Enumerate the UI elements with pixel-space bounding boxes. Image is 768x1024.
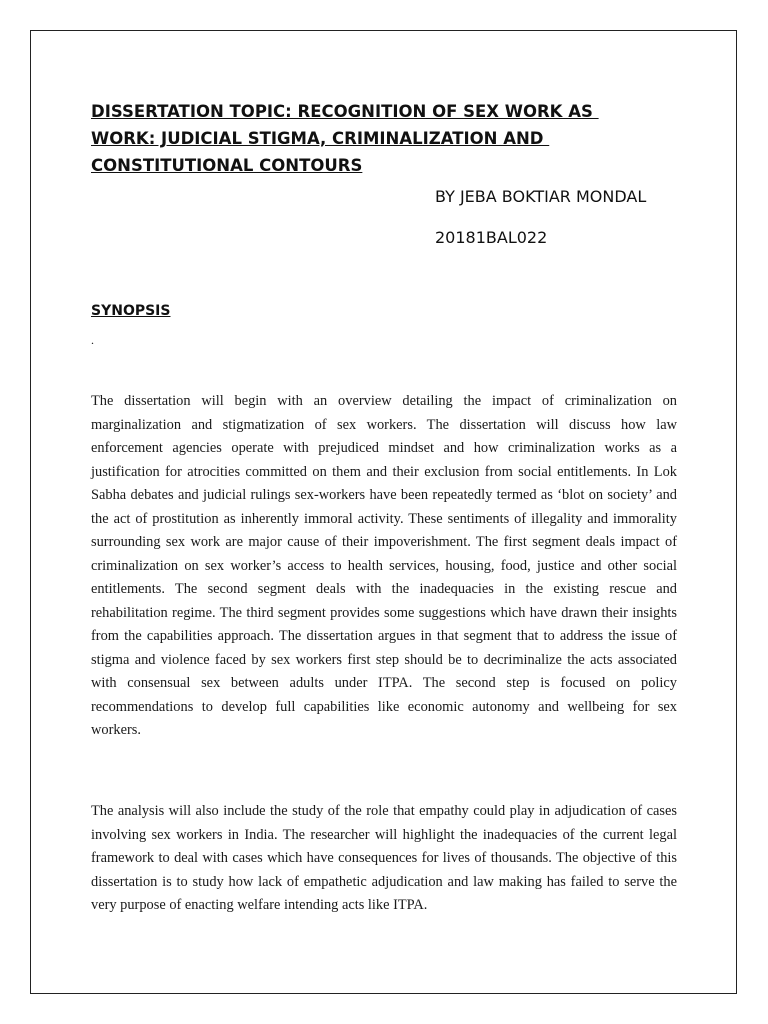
synopsis-paragraph: The dissertation will begin with an overview detailing the impact of criminalization on marginalization and stigmatization of sex workers. The dissertation will discuss how law enforcement agencies operate with prejudiced mindset and how criminalization works as a justification for atrocities committed on them and their exclusion from social entitlements. In Lok Sabha debates and judicial rulings sex-workers have been repeatedly termed as ‘blot on society’ and the act of prostitution as inherently immoral activity. These sentiments of illegality and immorality surrounding sex work are major cause of their impoverishment. The first segment deals impact of criminalization on sex worker’s access to health services, housing, food, justice and other social entitlements. The second segment deals with the inadequacies in the existing rescue and rehabilitation regime. The third segment provides some suggestions which have drawn their insights from the capabilities approach. The dissertation argues in that segment that to address the issue of stigma and violence faced by sex workers first step should be to decriminalize the acts associated with consensual sex between adults under ITPA. The second step is focused on policy recommendations to develop full capabilities like economic autonomy and wellbeing for sex workers.: [91, 393, 677, 738]
author-name: BY JEBA BOKTIAR MONDAL: [435, 187, 647, 206]
roll-number: 20181BAL022: [435, 228, 548, 247]
dissertation-title: [91, 98, 611, 179]
title-line: WORK: JUDICIAL STIGMA, CRIMINALIZATION AND: [91, 129, 550, 148]
synopsis-paragraph: The analysis will also include the study of the role that empathy could play in adjudication of cases involving sex workers in India. The researcher will highlight the inadequacies of the current legal framework to deal with cases which have consequences for lives of thousands. The objective of this dissertation is to study how lack of empathetic adjudication and law making has failed to serve the very purpose of enacting welfare intending acts like ITPA.: [91, 803, 677, 913]
title-line: CONSTITUTIONAL CONTOURS: [91, 156, 363, 175]
stray-mark: .: [91, 333, 94, 347]
title-line: DISSERTATION TOPIC: RECOGNITION OF SEX WORK AS: [91, 102, 599, 121]
section-heading-synopsis: SYNOPSIS: [91, 303, 171, 319]
